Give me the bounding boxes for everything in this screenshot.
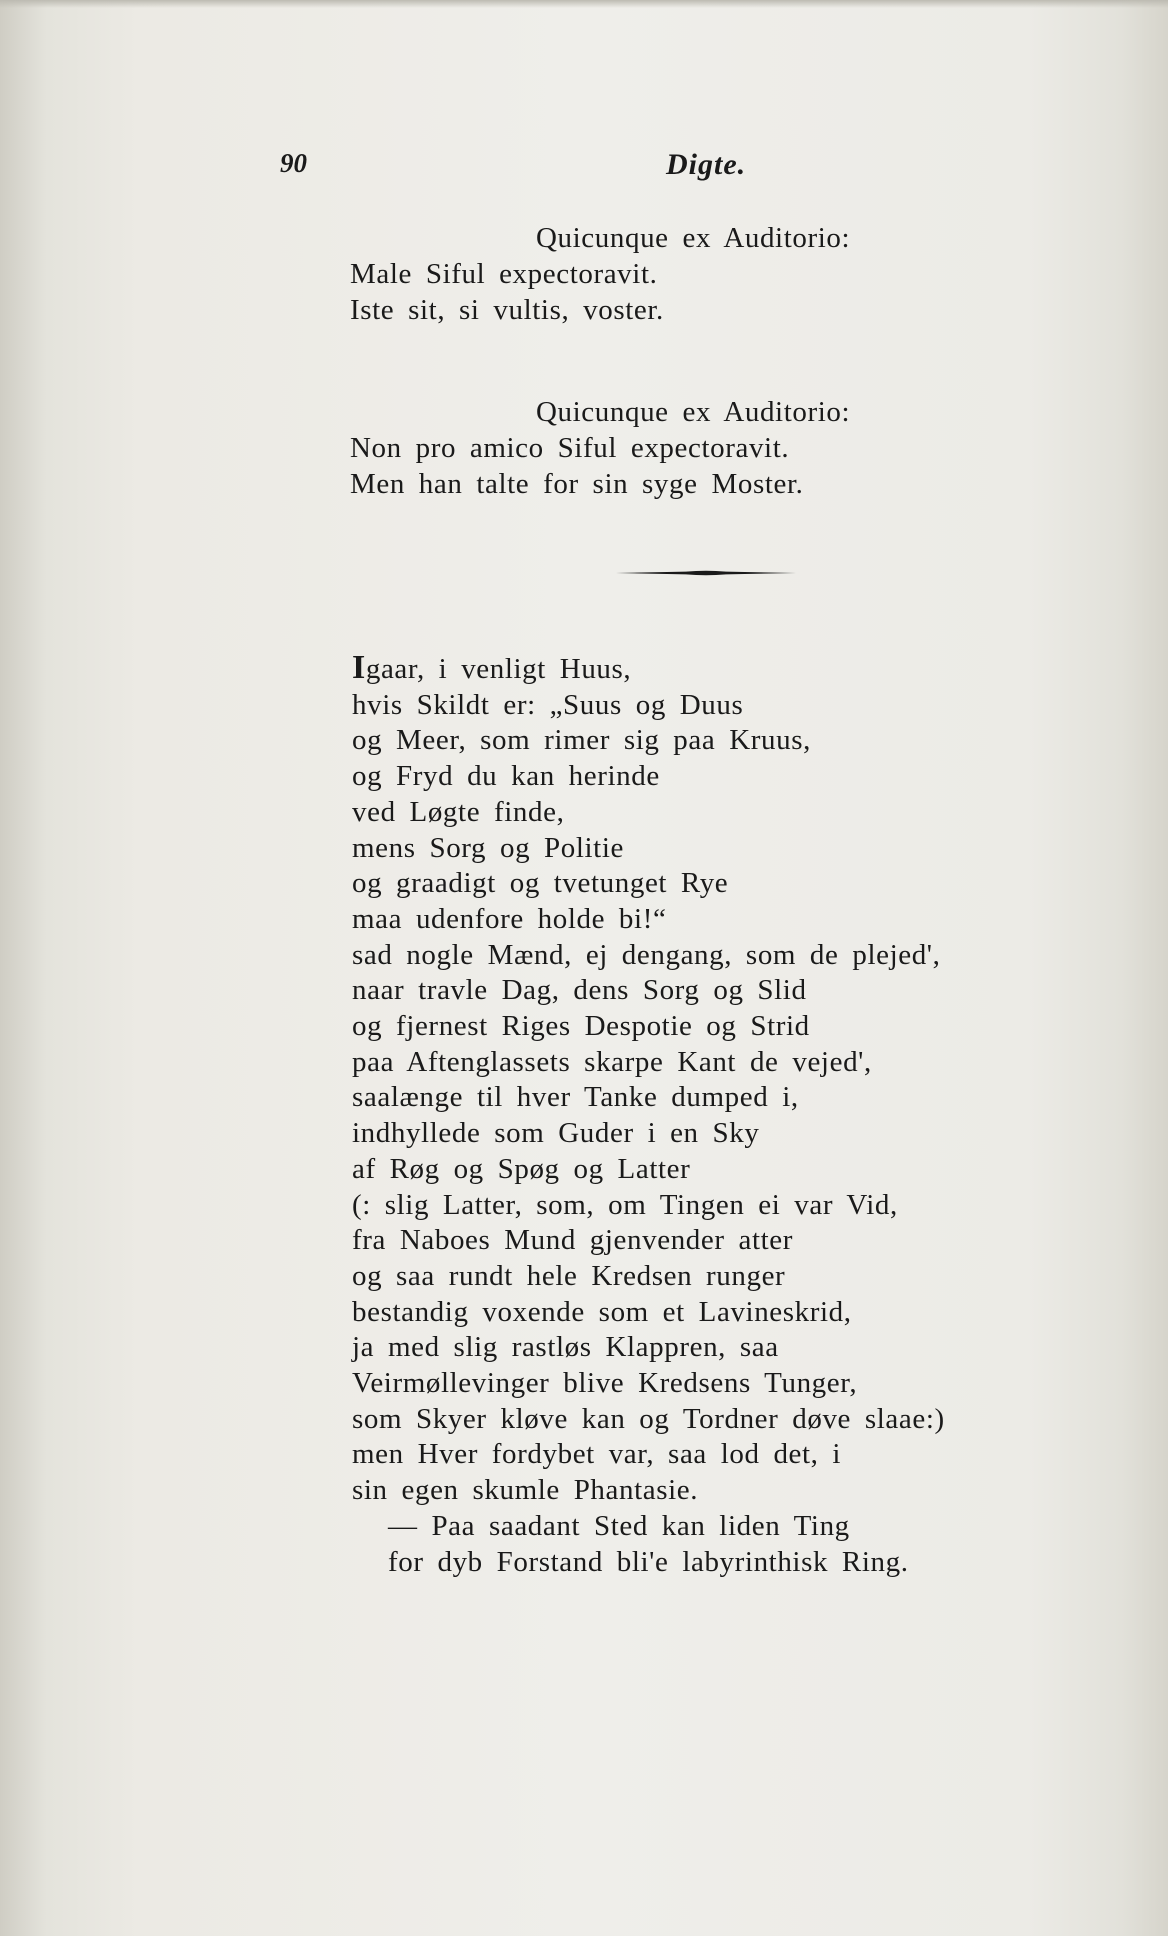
poem-line: og saa rundt hele Kredsen runger [352,1259,786,1292]
poem [352,650,945,1580]
stanza-2-speaker: Quicunque ex Auditorio: [536,396,851,428]
poem-line: ved Løgte finde, [352,795,565,828]
section-divider [616,570,796,576]
stanza-1-speaker: Quicunque ex Auditorio: [536,222,851,254]
poem-line: mens Sorg og Politie [352,831,624,864]
poem-line: af Røg og Spøg og Latter [352,1152,691,1185]
poem-line: ja med slig rastløs Klappren, saa [352,1331,779,1364]
poem-line: Veirmøllevinger blive Kredsens Tunger, [352,1367,858,1400]
poem-line: (: slig Latter, som, om Tingen ei var Vid, [352,1188,898,1221]
poem-line: og graadigt og tvetunget Rye [352,867,729,900]
poem-line: og Meer, som rimer sig paa Kruus, [352,724,811,757]
poem-line: hvis Skildt er: „Suus og Duus [352,688,744,721]
poem-line: sad nogle Mænd, ej dengang, som de plejed', [352,938,941,971]
stanza-2 [350,394,850,502]
verse-line: Male Siful expectoravit. [350,258,658,290]
poem-line: som Skyer kløve kan og Tordner døve slaae:) [352,1402,945,1435]
poem-line: for dyb Forstand bli'e labyrinthisk Ring. [388,1545,909,1578]
running-title: Digte. [666,148,747,181]
poem-line: paa Aftenglassets skarpe Kant de vejed', [352,1045,872,1078]
poem-line: men Hver fordybet var, saa lod det, i [352,1438,842,1471]
first-line-text: gaar, i venligt Huus, [365,653,632,685]
poem-first-line [352,650,945,688]
poem-line: fra Naboes Mund gjenvender atter [352,1224,793,1257]
running-head [280,148,920,188]
poem-line: og Fryd du kan herinde [352,760,660,793]
poem-line: saalænge til hver Tanke dumped i, [352,1081,799,1114]
verse-line: Men han talte for sin syge Moster. [350,468,804,500]
poem-line: naar travle Dag, dens Sorg og Slid [352,974,807,1007]
poem-line: bestandig voxende som et Lavineskrid, [352,1295,852,1328]
initial-letter: I [352,649,366,686]
page-number: 90 [280,148,307,178]
poem-line: indhyllede som Guder i en Sky [352,1117,760,1150]
verse-line: Iste sit, si vultis, voster. [350,294,664,326]
poem-line: sin egen skumle Phantasie. [352,1474,699,1507]
poem-line: — Paa saadant Sted kan liden Ting [388,1509,850,1542]
verse-line: Non pro amico Siful expectoravit. [350,432,790,464]
poem-line: og fjernest Riges Despotie og Strid [352,1010,810,1043]
poem-line: maa udenfore holde bi!“ [352,902,667,935]
stanza-1 [350,220,850,328]
